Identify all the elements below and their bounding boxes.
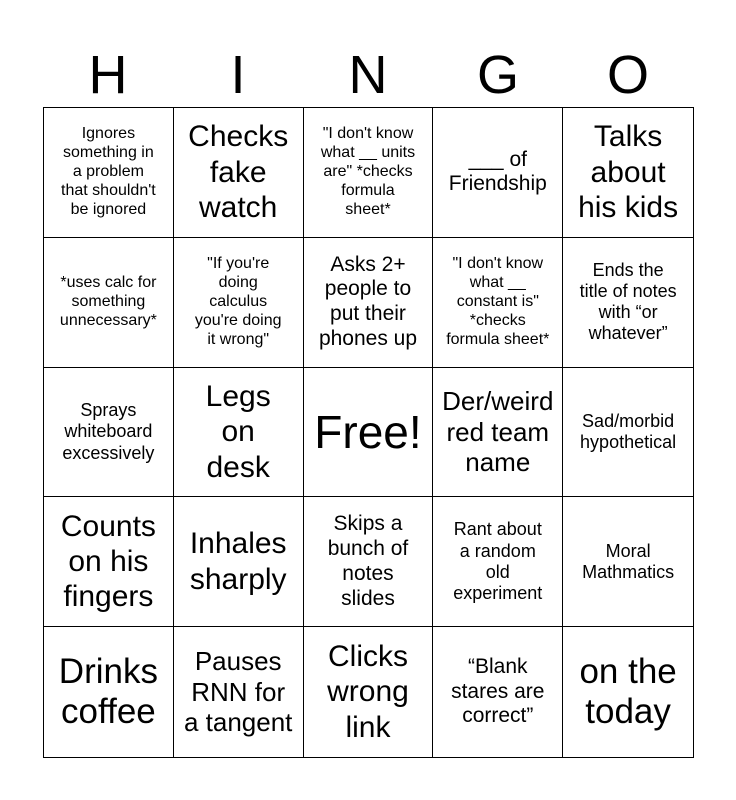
bingo-cell-text: Inhales sharply <box>189 527 287 596</box>
bingo-cell-r5-c5[interactable] <box>563 627 693 757</box>
bingo-cell-r3-c2[interactable] <box>174 368 304 498</box>
bingo-cell-r5-c4[interactable] <box>433 627 563 757</box>
bingo-cell-r2-c4[interactable] <box>433 238 563 368</box>
bingo-cell-r3-c1[interactable] <box>44 368 174 498</box>
bingo-cell-text: "I don't know what __ units are" *checks formula sheet* <box>320 125 416 218</box>
bingo-cell-r1-c5[interactable] <box>563 108 693 238</box>
header-letter-g: G <box>476 45 519 105</box>
header-letter-h: H <box>88 45 128 105</box>
bingo-free-space[interactable] <box>304 368 434 498</box>
bingo-cell-text: "I don't know what __ constant is" *checks formula sheet* <box>446 255 550 348</box>
bingo-cell-r3-c4[interactable] <box>433 368 563 498</box>
bingo-cell-text: Legs on desk <box>205 379 271 484</box>
bingo-cell-text: Drinks coffee <box>58 651 158 732</box>
bingo-cell-r1-c4[interactable] <box>433 108 563 238</box>
bingo-cell-text: Der/weird red team name <box>442 385 554 478</box>
bingo-cell-r5-c3[interactable] <box>304 627 434 757</box>
bingo-cell-text: Talks about his kids <box>578 120 679 225</box>
bingo-cell-text: Asks 2+ people to put their phones up <box>318 252 418 350</box>
bingo-cell-r5-c2[interactable] <box>174 627 304 757</box>
bingo-cell-text: Checks fake watch <box>188 120 289 225</box>
bingo-cell-r2-c3[interactable] <box>304 238 434 368</box>
bingo-cell-r4-c2[interactable] <box>174 497 304 627</box>
bingo-cell-r4-c5[interactable] <box>563 497 693 627</box>
bingo-cell-r5-c1[interactable] <box>44 627 174 757</box>
bingo-cell-text: Moral Mathmatics <box>582 540 675 582</box>
bingo-cell-text: Skips a bunch of notes slides <box>327 512 409 610</box>
bingo-cell-text: on the today <box>579 651 677 732</box>
bingo-cell-text: Rant about a random old experiment <box>453 519 543 604</box>
bingo-cell-text: Pauses RNN for a tangent <box>183 646 293 738</box>
bingo-cell-r1-c1[interactable] <box>44 108 174 238</box>
bingo-cell-text: Clicks wrong link <box>327 640 409 744</box>
header-letter-o: O <box>606 45 649 105</box>
bingo-cell-text: “Blank stares are correct” <box>451 654 545 728</box>
bingo-cell-r2-c1[interactable] <box>44 238 174 368</box>
bingo-cell-text: ___ of Friendship <box>448 147 547 196</box>
bingo-cell-text: Ends the title of notes with “or whatever” <box>579 259 677 344</box>
bingo-cell-r3-c5[interactable] <box>563 368 693 498</box>
bingo-cell-text: *uses calc for something unnecessary* <box>59 273 157 329</box>
bingo-cell-text: Sprays whiteboard excessively <box>62 400 155 463</box>
bingo-cell-r4-c1[interactable] <box>44 497 174 627</box>
header-letter-i: I <box>230 45 246 105</box>
bingo-cell-text: Ignores something in a problem that shouldn't be ignored <box>61 125 156 218</box>
bingo-cell-text: Sad/morbid hypothetical <box>580 410 677 452</box>
bingo-cell-r1-c3[interactable] <box>304 108 434 238</box>
bingo-cell-r2-c2[interactable] <box>174 238 304 368</box>
bingo-cell-r1-c2[interactable] <box>174 108 304 238</box>
bingo-board <box>43 107 694 758</box>
bingo-cell-text: Free! <box>314 405 422 458</box>
bingo-header <box>43 44 693 106</box>
bingo-cell-r2-c5[interactable] <box>563 238 693 368</box>
bingo-cell-r4-c4[interactable] <box>433 497 563 627</box>
header-letter-n: N <box>348 45 388 105</box>
bingo-cell-text: "If you're doing calculus you're doing it wrong" <box>194 255 282 348</box>
bingo-cell-r4-c3[interactable] <box>304 497 434 627</box>
bingo-cell-text: Counts on his fingers <box>60 509 156 614</box>
